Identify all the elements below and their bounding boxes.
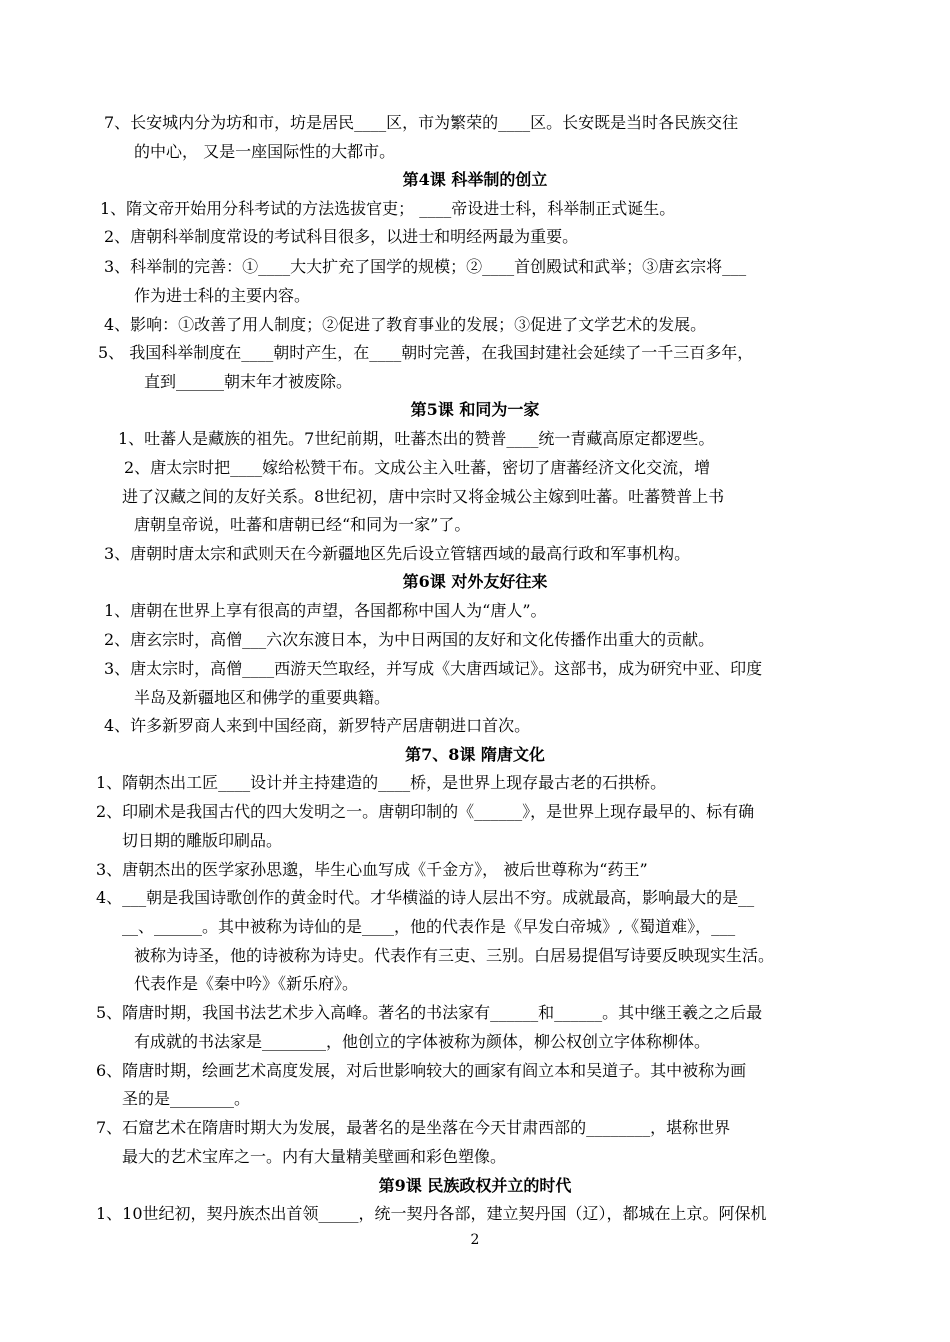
text-line: 代表作是《秦中吟》《新乐府》。	[134, 974, 359, 993]
text-line: 直到______朝末年才被废除。	[144, 372, 353, 391]
lesson-title: 第7、8课 隋唐文化	[405, 745, 545, 764]
text-line: 4、影响：①改善了用人制度；②促进了教育事业的发展；③促进了文学艺术的发展。	[104, 315, 707, 334]
lesson-title: 第4课 科举制的创立	[402, 170, 548, 189]
text-line: 5、 我国科举制度在____朝时产生，在____朝时完善，在我国封建社会延续了一千三百多年，	[98, 343, 754, 362]
text-line: 6、隋唐时期，绘画艺术高度发展，对后世影响较大的画家有阎立本和吴道子。其中被称为画	[96, 1061, 747, 1080]
text-line: 1、吐蕃人是藏族的祖先。7世纪前期，吐蕃杰出的赞普____统一青藏高原定都逻些。	[118, 429, 715, 448]
text-line: 切日期的雕版印刷品。	[122, 831, 283, 850]
text-line: 2、唐太宗时把____嫁给松赞干布。文成公主入吐蕃，密切了唐蕃经济文化交流，增	[124, 458, 711, 477]
lesson-title: 第6课 对外友好往来	[402, 572, 548, 591]
text-line: 7、长安城内分为坊和市，坊是居民____区，市为繁荣的____区。长安既是当时各民族交往	[104, 113, 739, 132]
text-line: 1、隋文帝开始用分科考试的方法选拔官吏； ____帝设进士科，科举制正式诞生。	[100, 199, 676, 218]
text-line: 3、科举制的完善：①____大大扩充了国学的规模；②____首创殿试和武举；③唐玄宗将___	[104, 257, 747, 276]
text-line: __、______。其中被称为诗仙的是____，他的代表作是《早发白帝城》,《蜀道难》，___	[122, 917, 736, 936]
text-line: 有成就的书法家是________，他创立的字体被称为颜体，柳公权创立字体称柳体。	[134, 1032, 711, 1051]
text-line: 3、唐太宗时，高僧____西游天竺取经，并写成《大唐西域记》。这部书，成为研究中亚、印度	[104, 659, 763, 678]
text-line: 5、隋唐时期，我国书法艺术步入高峰。著名的书法家有______和______。其中继王羲之之后最	[96, 1003, 763, 1022]
text-line: 最大的艺术宝库之一。内有大量精美壁画和彩色塑像。	[122, 1147, 507, 1166]
text-line: 作为进士科的主要内容。	[134, 286, 311, 305]
text-line: 2、唐玄宗时，高僧___六次东渡日本，为中日两国的友好和文化传播作出重大的贡献。	[104, 630, 715, 649]
text-line: 3、唐朝杰出的医学家孙思邈，毕生心血写成《千金方》， 被后世尊称为“药王”	[96, 860, 648, 879]
text-line: 被称为诗圣，他的诗被称为诗史。代表作有三吏、三别。白居易提倡写诗要反映现实生活。	[134, 946, 775, 965]
text-line: 2、唐朝科举制度常设的考试科目很多，以进士和明经两最为重要。	[104, 227, 579, 246]
text-line: 圣的是________。	[122, 1089, 251, 1108]
text-line: 2、印刷术是我国古代的四大发明之一。唐朝印制的《______》，是世界上现存最早的、标有确	[96, 802, 755, 821]
text-line: 1、唐朝在世界上享有很高的声望，各国都称中国人为“唐人”。	[104, 601, 547, 620]
text-line: 4、___朝是我国诗歌创作的黄金时代。才华横溢的诗人层出不穷。成就最高，影响最大的是__	[96, 888, 755, 907]
text-line: 进了汉藏之间的友好关系。8世纪初，唐中宗时又将金城公主嫁到吐蕃。吐蕃赞普上书	[122, 487, 725, 506]
text-line: 1、隋朝杰出工匠____设计并主持建造的____桥，是世界上现存最古老的石拱桥。	[96, 773, 667, 792]
text-line: 唐朝皇帝说，吐蕃和唐朝已经“和同为一家”了。	[134, 515, 471, 534]
page-number: 2	[470, 1232, 480, 1248]
text-line: 的中心， 又是一座国际性的大都市。	[134, 142, 396, 161]
lesson-title: 第9课 民族政权并立的时代	[378, 1176, 572, 1195]
text-line: 4、许多新罗商人来到中国经商，新罗特产居唐朝进口首次。	[104, 716, 531, 735]
text-line: 7、石窟艺术在隋唐时期大为发展，最著名的是坐落在今天甘肃西部的________，堪称世界	[96, 1118, 731, 1137]
lesson-title: 第5课 和同为一家	[410, 400, 540, 419]
text-line: 3、唐朝时唐太宗和武则天在今新疆地区先后设立管辖西域的最高行政和军事机构。	[104, 544, 691, 563]
text-line: 1、10世纪初，契丹族杰出首领_____，统一契丹各部，建立契丹国（辽），都城在上京。阿保机	[96, 1204, 767, 1223]
text-line: 半岛及新疆地区和佛学的重要典籍。	[134, 688, 391, 707]
